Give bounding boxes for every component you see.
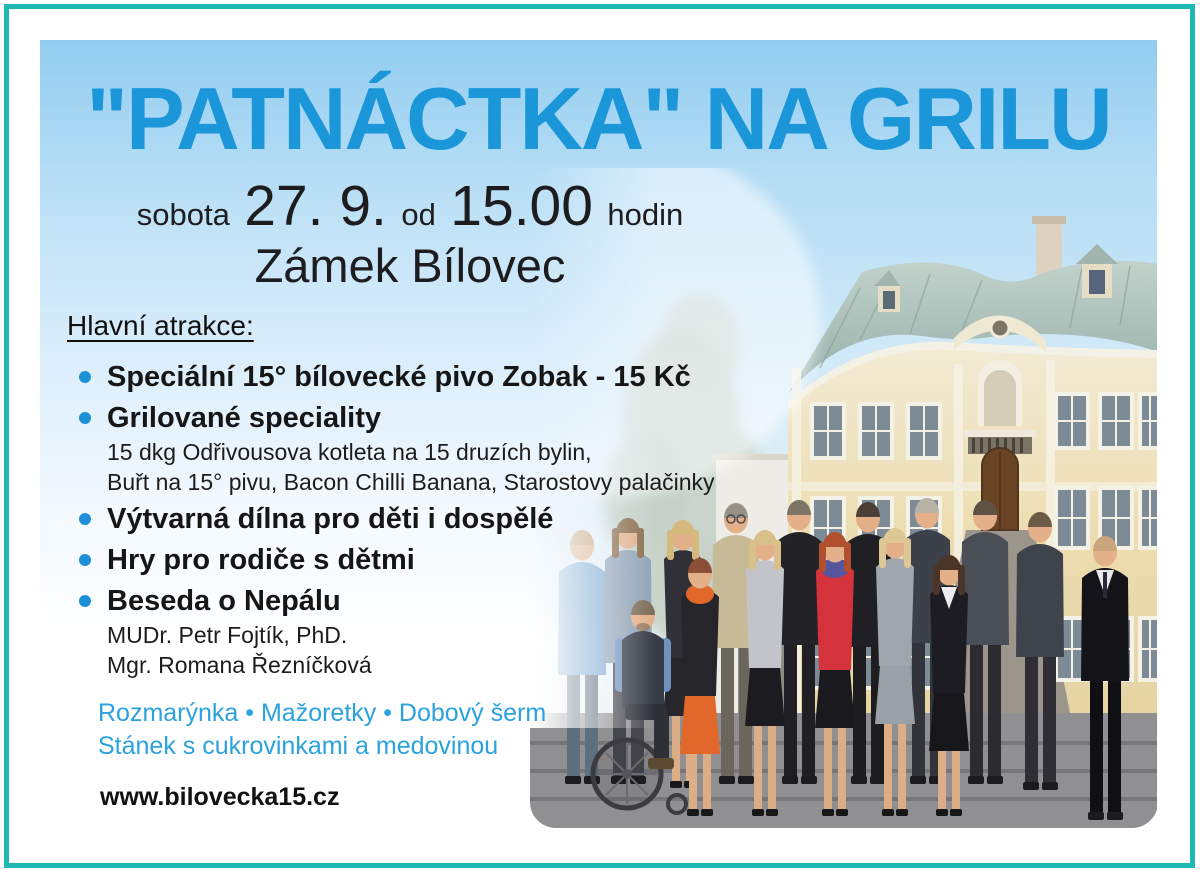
event-title: "PATNÁCTKA" NA GRILU — [86, 69, 1111, 168]
attraction-item — [67, 541, 717, 579]
bullet-dot-icon — [79, 371, 91, 383]
date-prefix: sobota — [136, 197, 230, 232]
attraction-item — [67, 582, 717, 680]
attractions-section — [67, 308, 717, 812]
bullet-dot-icon — [79, 595, 91, 607]
attraction-detail-line: Buřt na 15° pivu, Bacon Chilli Banana, Starostovy palačinky — [107, 469, 715, 495]
website-url: www.bilovecka15.cz — [100, 783, 340, 811]
attraction-label: Beseda o Nepálu — [107, 585, 341, 617]
poster-content — [40, 40, 1157, 852]
attraction-label: Hry pro rodiče s dětmi — [107, 544, 415, 576]
date-suffix: hodin — [607, 197, 684, 232]
date-time: 15.00 — [450, 174, 593, 238]
attraction-item — [67, 399, 717, 497]
attractions-heading: Hlavní atrakce: — [67, 310, 254, 341]
extras-line-1: Rozmarýnka • Mažoretky • Dobový šerm — [98, 699, 547, 727]
event-venue: Zámek Bílovec — [254, 239, 566, 292]
attraction-detail-line: 15 dkg Odřivousova kotleta na 15 druzích bylin, — [107, 439, 592, 465]
bullet-dot-icon — [79, 412, 91, 424]
date-middle: od — [401, 197, 436, 232]
attractions-list — [67, 358, 717, 680]
attraction-label: Výtvarná dílna pro děti i dospělé — [107, 503, 554, 535]
attraction-label: Grilované speciality — [107, 402, 382, 434]
extras-line-2: Stánek s cukrovinkami a medovinou — [98, 732, 499, 760]
attraction-label: Speciální 15° bílovecké pivo Zobak - 15 Kč — [107, 361, 691, 393]
attraction-detail-line: MUDr. Petr Fojtík, PhD. — [107, 622, 348, 648]
attraction-details — [107, 620, 717, 680]
attraction-detail-line: Mgr. Romana Řezníčková — [107, 652, 372, 678]
bullet-dot-icon — [79, 513, 91, 525]
attraction-item — [67, 500, 717, 538]
attraction-details — [107, 437, 717, 497]
attraction-item — [67, 358, 717, 396]
extras-block — [98, 697, 717, 763]
date-day: 27. 9. — [244, 174, 387, 238]
bullet-dot-icon — [79, 554, 91, 566]
